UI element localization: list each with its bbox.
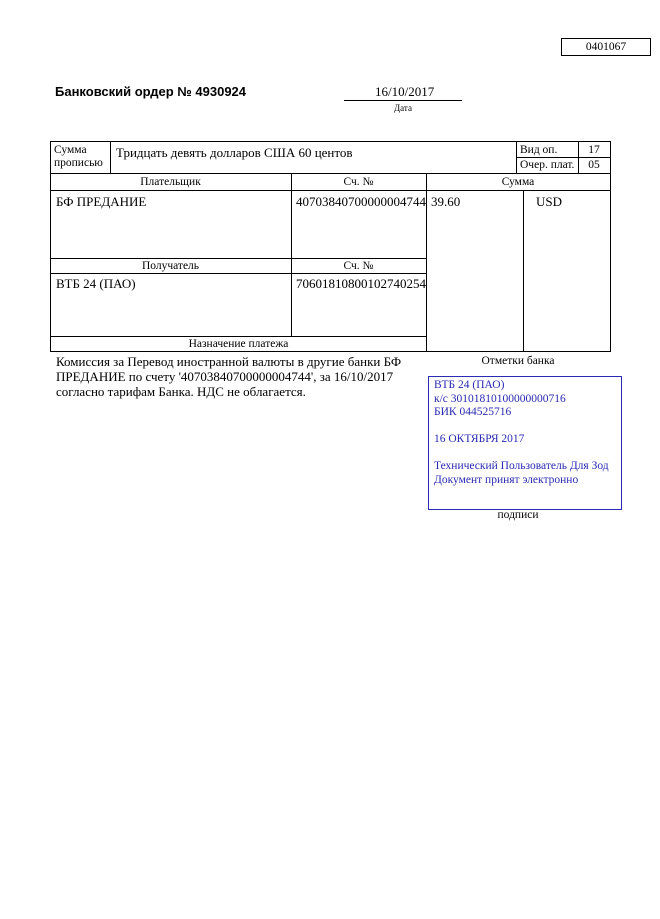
divider xyxy=(50,273,427,274)
amount-value: 39.60 xyxy=(431,194,461,209)
table-border-right xyxy=(610,141,611,351)
payer-account: 40703840700000004744 xyxy=(296,194,426,209)
date-value: 16/10/2017 xyxy=(375,84,435,99)
divider xyxy=(50,351,611,352)
bank-stamp xyxy=(428,376,622,510)
recipient-name: ВТБ 24 (ПАО) xyxy=(56,276,136,291)
date-underline xyxy=(344,100,462,101)
date-label: Дата xyxy=(394,103,412,113)
purpose-section-label: Назначение платежа xyxy=(188,338,289,350)
stamp-line: Документ принят электронно xyxy=(434,473,579,486)
stamp-line: ВТБ 24 (ПАО) xyxy=(434,379,505,391)
stamp-line xyxy=(434,420,616,434)
amount-currency: USD xyxy=(536,194,563,209)
divider xyxy=(516,157,611,158)
divider xyxy=(426,173,427,351)
divider xyxy=(516,141,517,173)
amount-in-words-label: Сумма прописью xyxy=(54,144,103,169)
purpose-text: Комиссия за Перевод иностранной валюты в другие банки БФ ПРЕДАНИЕ по счету '40703840700000004744', за 16/10/2017 согласно тарифам Банка. НДС не облагается. xyxy=(56,354,402,399)
stamp-line xyxy=(434,447,616,461)
amount-in-words-value: Тридцать девять долларов США 60 центов xyxy=(116,145,353,160)
bank-marks-section-label: Отметки банка xyxy=(481,355,555,367)
divider xyxy=(50,190,611,191)
recipient-section-label: Получатель xyxy=(141,260,200,272)
stamp-line: 16 ОКТЯБРЯ 2017 xyxy=(434,433,525,445)
divider xyxy=(50,173,611,174)
recipient-account: 70601810800102740254 xyxy=(296,276,426,291)
payment-priority-label: Очер. плат. xyxy=(520,159,575,171)
divider xyxy=(50,336,427,337)
stamp-line: Технический Пользователь Для Зод xyxy=(434,460,609,472)
table-border-left xyxy=(50,141,51,351)
operation-type-label: Вид оп. xyxy=(520,144,558,156)
divider xyxy=(50,258,427,259)
payer-section-label: Плательщик xyxy=(140,176,201,188)
payment-priority-value: 05 xyxy=(588,159,600,171)
operation-type-value: 17 xyxy=(588,144,600,156)
divider xyxy=(291,173,292,336)
signatures-label: подписи xyxy=(497,509,539,521)
divider xyxy=(523,190,524,351)
payer-name: БФ ПРЕДАНИЕ xyxy=(56,194,147,209)
stamp-line: БИК 044525716 xyxy=(434,406,512,418)
stamp-line: к/с 30101810100000000716 xyxy=(434,392,566,405)
recipient-account-label: Сч. № xyxy=(343,260,374,272)
amount-section-label: Сумма xyxy=(501,176,535,188)
table-border-top xyxy=(50,141,611,142)
divider xyxy=(110,141,111,173)
document-title: Банковский ордер № 4930924 xyxy=(55,84,247,99)
form-code: 0401067 xyxy=(585,41,627,53)
payer-account-label: Сч. № xyxy=(343,176,374,188)
form-code-box xyxy=(561,38,651,56)
